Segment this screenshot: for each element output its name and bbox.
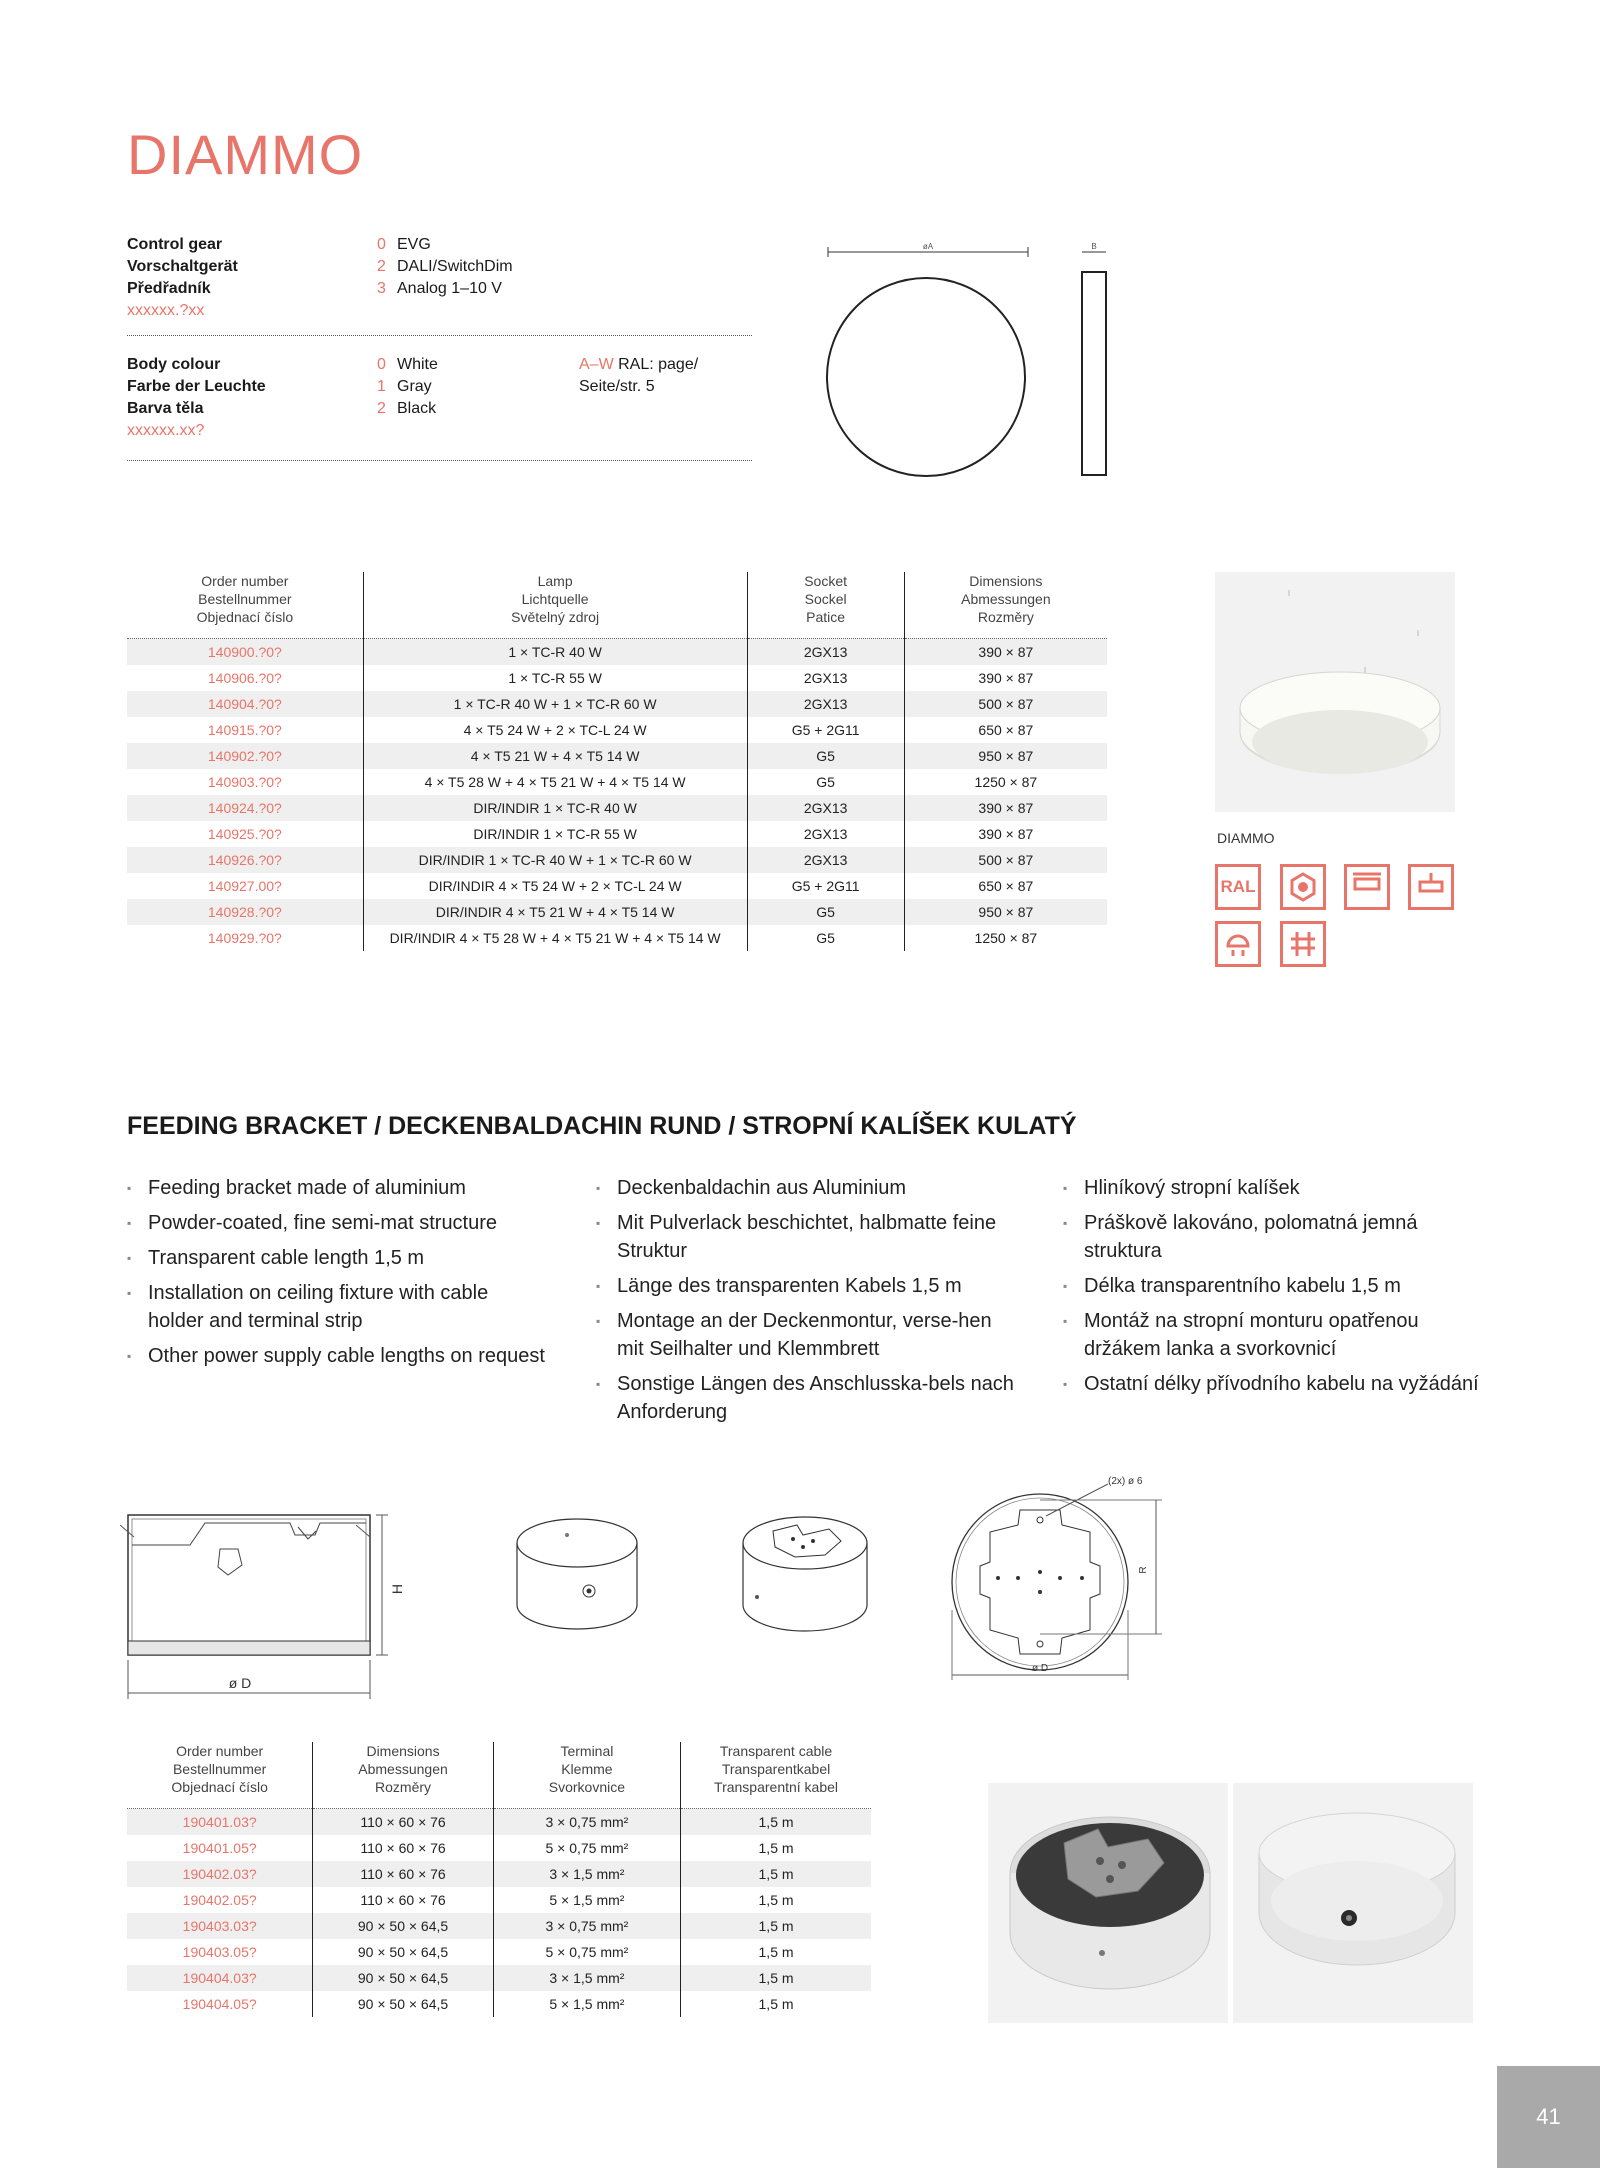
diameter-dimension-label: ø D xyxy=(228,1675,252,1691)
bracket-top-view-drawing xyxy=(950,1470,1180,1695)
bullet-item: ▪ Feeding bracket made of aluminium xyxy=(127,1174,547,1202)
table-cell: 1,5 m xyxy=(681,1809,871,1836)
luminaire-side-view xyxy=(1082,272,1106,475)
bullets-de xyxy=(596,1174,1016,1433)
bullets-en xyxy=(127,1174,547,1377)
emergency-light-icon xyxy=(1215,921,1261,967)
bullet-item: ▪ Other power supply cable lengths on request xyxy=(127,1342,547,1370)
order-number-cell: 190402.05? xyxy=(182,1892,257,1908)
order-number-cell: 140904.?0? xyxy=(127,691,363,717)
order-number-cell: 140924.?0? xyxy=(127,795,363,821)
table-cell: 950 × 87 xyxy=(904,899,1107,925)
table-cell: 1,5 m xyxy=(681,1835,871,1861)
order-number-cell: 140900.?0? xyxy=(127,639,363,666)
table-cell: 90 × 50 × 64,5 xyxy=(313,1939,493,1965)
col-terminal: Terminal Klemme Svorkovnice xyxy=(493,1742,680,1809)
top-view-diameter-label: ø D xyxy=(1031,1663,1049,1674)
bullet-item: ▪ Mit Pulverlack beschichtet, halbmatte feine Struktur xyxy=(596,1209,1016,1265)
table-cell: 1,5 m xyxy=(681,1939,871,1965)
bullet-item: ▪ Sonstige Längen des Anschlusska-bels nach Anforderung xyxy=(596,1370,1016,1426)
table-cell: 1,5 m xyxy=(681,1965,871,1991)
table-row xyxy=(127,1965,871,1991)
table-cell: 1 × TC-R 40 W xyxy=(363,639,747,666)
col-transparent-cable: Transparent cable Transparentkabel Transparentní kabel xyxy=(681,1742,871,1809)
table-row xyxy=(127,743,1107,769)
body-colour-option: 0 White xyxy=(377,356,438,373)
table-cell: G5 xyxy=(747,743,904,769)
order-number-cell: 140902.?0? xyxy=(127,743,363,769)
body-colour-option: 1 Gray xyxy=(377,378,432,395)
table-cell: 390 × 87 xyxy=(904,639,1107,666)
table-row xyxy=(127,1939,871,1965)
table-cell: G5 + 2G11 xyxy=(747,873,904,899)
table-row xyxy=(127,1991,871,2017)
col-socket: Socket Sockel Patice xyxy=(747,572,904,639)
table-cell: 390 × 87 xyxy=(904,665,1107,691)
bracket-spec-table xyxy=(127,1742,871,2017)
order-number-cell: 140925.?0? xyxy=(207,826,282,842)
table-cell: 110 × 60 × 76 xyxy=(313,1887,493,1913)
table-row xyxy=(127,691,1107,717)
bullet-item: ▪ Transparent cable length 1,5 m xyxy=(127,1244,547,1272)
control-gear-code: xxxxxx.?xx xyxy=(127,302,205,319)
control-gear-option: 2 DALI/SwitchDim xyxy=(377,258,513,275)
body-colour-option: 2 Black xyxy=(377,400,437,417)
bullet-item: ▪ Installation on ceiling fixture with cable holder and terminal strip xyxy=(127,1279,547,1335)
ral-note: A–W RAL: page/ Seite/str. 5 xyxy=(579,356,699,395)
order-number-cell: 140929.?0? xyxy=(207,930,282,946)
page-title: DIAMMO xyxy=(127,123,364,186)
table-cell: 2GX13 xyxy=(747,795,904,821)
bullet-item: ▪ Powder-coated, fine semi-mat structure xyxy=(127,1209,547,1237)
ral-icon: RAL xyxy=(1215,864,1261,910)
table-cell: 2GX13 xyxy=(747,847,904,873)
table-cell: G5 xyxy=(747,899,904,925)
table-cell: 500 × 87 xyxy=(904,847,1107,873)
bullet-item: ▪ Délka transparentního kabelu 1,5 m xyxy=(1063,1272,1493,1300)
table-cell: 950 × 87 xyxy=(904,743,1107,769)
bracket-open-photo xyxy=(988,1783,1228,2023)
table-row xyxy=(127,1887,871,1913)
order-number-cell: 190401.05? xyxy=(182,1840,257,1856)
table-cell: 3 × 0,75 mm² xyxy=(493,1809,680,1836)
dimmable-icon xyxy=(1280,921,1326,967)
bracket-section-drawing xyxy=(120,1505,430,1705)
luminaire-top-view xyxy=(827,278,1025,476)
control-gear-option: 3 Analog 1–10 V xyxy=(377,280,502,297)
control-gear-label-de: Vorschaltgerät xyxy=(127,258,238,275)
bracket-closed-photo xyxy=(1233,1783,1473,2023)
body-colour-label-de: Farbe der Leuchte xyxy=(127,378,266,395)
table-cell: 4 × T5 28 W + 4 × T5 21 W + 4 × T5 14 W xyxy=(363,769,747,795)
bullet-item: ▪ Montáž na stropní monturu opatřenou držákem lanka a svorkovnicí xyxy=(1063,1307,1493,1363)
table-row xyxy=(127,769,1107,795)
product-caption: DIAMMO xyxy=(1217,830,1275,846)
bullet-item: ▪ Deckenbaldachin aus Aluminium xyxy=(596,1174,1016,1202)
order-number-cell: 190404.05? xyxy=(182,1996,257,2012)
table-row xyxy=(127,821,1107,847)
table-row xyxy=(127,639,1107,666)
control-gear-options xyxy=(127,234,752,324)
table-row xyxy=(127,1913,871,1939)
luminaire-drawing xyxy=(820,240,1140,485)
section-title: FEEDING BRACKET / DECKENBALDACHIN RUND / STROPNÍ KALÍŠEK KULATÝ xyxy=(127,1112,1077,1140)
table-cell: DIR/INDIR 4 × T5 28 W + 4 × T5 21 W + 4 × T5 14 W xyxy=(363,925,747,951)
table-cell: 390 × 87 xyxy=(904,795,1107,821)
table-cell: G5 xyxy=(747,925,904,951)
height-dimension-label: H xyxy=(389,1583,405,1595)
table-cell: 5 × 1,5 mm² xyxy=(493,1887,680,1913)
holes-label: (2x) ø 6 xyxy=(1108,1476,1143,1487)
height-label: B xyxy=(1091,242,1097,251)
diameter-label: øA xyxy=(922,242,934,251)
page-number: 41 xyxy=(1497,2066,1600,2168)
table-cell: 5 × 1,5 mm² xyxy=(493,1991,680,2017)
bullet-item: ▪ Práškově lakováno, polomatná jemná struktura xyxy=(1063,1209,1493,1265)
control-gear-label-cz: Předřadník xyxy=(127,280,211,297)
table-cell: 4 × T5 21 W + 4 × T5 14 W xyxy=(363,743,747,769)
col-dimensions: Dimensions Abmessungen Rozměry xyxy=(313,1742,493,1809)
ceiling-mount-icon xyxy=(1344,864,1390,910)
table-row xyxy=(127,1861,871,1887)
body-colour-label-en: Body colour xyxy=(127,356,221,373)
col-dimensions: Dimensions Abmessungen Rozměry xyxy=(904,572,1107,639)
table-cell: DIR/INDIR 4 × T5 21 W + 4 × T5 14 W xyxy=(363,899,747,925)
table-cell: G5 + 2G11 xyxy=(747,717,904,743)
table-cell: 90 × 50 × 64,5 xyxy=(313,1965,493,1991)
table-cell: 4 × T5 24 W + 2 × TC-L 24 W xyxy=(363,717,747,743)
table-cell: 650 × 87 xyxy=(904,717,1107,743)
order-number-cell: 140903.?0? xyxy=(207,774,282,790)
table-cell: 110 × 60 × 76 xyxy=(313,1861,493,1887)
table-cell: 2GX13 xyxy=(747,691,904,717)
lamp-spec-table xyxy=(127,572,1107,951)
bracket-closed-sketch xyxy=(505,1505,650,1645)
table-cell: DIR/INDIR 1 × TC-R 55 W xyxy=(363,821,747,847)
table-row xyxy=(127,1835,871,1861)
table-cell: 1,5 m xyxy=(681,1913,871,1939)
bullet-item: ▪ Hliníkový stropní kalíšek xyxy=(1063,1174,1493,1202)
bullet-item: ▪ Ostatní délky přívodního kabelu na vyžádání xyxy=(1063,1370,1493,1398)
table-row xyxy=(127,717,1107,743)
order-number-cell: 140906.?0? xyxy=(207,670,282,686)
bracket-open-sketch xyxy=(733,1505,878,1645)
col-lamp: Lamp Lichtquelle Světelný zdroj xyxy=(363,572,747,639)
order-number-cell: 190403.03? xyxy=(127,1913,313,1939)
table-cell: 1250 × 87 xyxy=(904,925,1107,951)
divider xyxy=(127,460,752,461)
table-row xyxy=(127,795,1107,821)
table-cell: 2GX13 xyxy=(747,821,904,847)
table-row xyxy=(127,873,1107,899)
order-number-cell: 190403.05? xyxy=(182,1944,257,1960)
table-cell: DIR/INDIR 4 × T5 24 W + 2 × TC-L 24 W xyxy=(363,873,747,899)
table-cell: 1,5 m xyxy=(681,1991,871,2017)
radius-label: R xyxy=(1138,1566,1149,1574)
table-cell: G5 xyxy=(747,769,904,795)
divider xyxy=(127,335,752,336)
table-cell: 1,5 m xyxy=(681,1887,871,1913)
table-cell: 650 × 87 xyxy=(904,873,1107,899)
table-cell: DIR/INDIR 1 × TC-R 40 W xyxy=(363,795,747,821)
control-gear-label-en: Control gear xyxy=(127,236,223,253)
table-cell: 5 × 0,75 mm² xyxy=(493,1835,680,1861)
product-photo xyxy=(1215,572,1455,812)
body-colour-options xyxy=(127,354,752,444)
order-number-cell: 140928.?0? xyxy=(127,899,363,925)
hexagon-nut-icon xyxy=(1280,864,1326,910)
bullet-item: ▪ Länge des transparenten Kabels 1,5 m xyxy=(596,1272,1016,1300)
bullets-cz xyxy=(1063,1174,1493,1405)
table-cell: 500 × 87 xyxy=(904,691,1107,717)
table-cell: 3 × 0,75 mm² xyxy=(493,1913,680,1939)
order-number-cell: 140927.00? xyxy=(207,878,282,894)
table-cell: 2GX13 xyxy=(747,665,904,691)
table-cell: 5 × 0,75 mm² xyxy=(493,1939,680,1965)
table-cell: 90 × 50 × 64,5 xyxy=(313,1913,493,1939)
table-cell: 390 × 87 xyxy=(904,821,1107,847)
table-row xyxy=(127,925,1107,951)
order-number-cell: 190404.03? xyxy=(127,1965,313,1991)
body-colour-code: xxxxxx.xx? xyxy=(127,422,205,439)
table-row xyxy=(127,847,1107,873)
table-row xyxy=(127,665,1107,691)
col-order-number: Order number Bestellnummer Objednací číslo xyxy=(171,1743,268,1795)
table-cell: 1 × TC-R 55 W xyxy=(363,665,747,691)
order-number-cell: 140915.?0? xyxy=(207,722,282,738)
suspended-mount-icon xyxy=(1408,864,1454,910)
table-row xyxy=(127,899,1107,925)
table-cell: DIR/INDIR 1 × TC-R 40 W + 1 × TC-R 60 W xyxy=(363,847,747,873)
table-cell: 1 × TC-R 40 W + 1 × TC-R 60 W xyxy=(363,691,747,717)
table-cell: 90 × 50 × 64,5 xyxy=(313,1991,493,2017)
table-row xyxy=(127,1809,871,1836)
table-cell: 1250 × 87 xyxy=(904,769,1107,795)
order-number-cell: 190401.03? xyxy=(127,1809,313,1836)
table-cell: 3 × 1,5 mm² xyxy=(493,1965,680,1991)
body-colour-label-cz: Barva těla xyxy=(127,400,204,417)
bullet-item: ▪ Montage an der Deckenmontur, verse-hen mit Seilhalter und Klemmbrett xyxy=(596,1307,1016,1363)
order-number-cell: 140926.?0? xyxy=(127,847,363,873)
table-cell: 110 × 60 × 76 xyxy=(313,1835,493,1861)
table-cell: 2GX13 xyxy=(747,639,904,666)
order-number-cell: 190402.03? xyxy=(127,1861,313,1887)
col-order-number: Order number Bestellnummer Objednací číslo xyxy=(196,573,294,625)
table-cell: 3 × 1,5 mm² xyxy=(493,1861,680,1887)
table-cell: 110 × 60 × 76 xyxy=(313,1809,493,1836)
control-gear-option: 0 EVG xyxy=(377,236,431,253)
table-cell: 1,5 m xyxy=(681,1861,871,1887)
